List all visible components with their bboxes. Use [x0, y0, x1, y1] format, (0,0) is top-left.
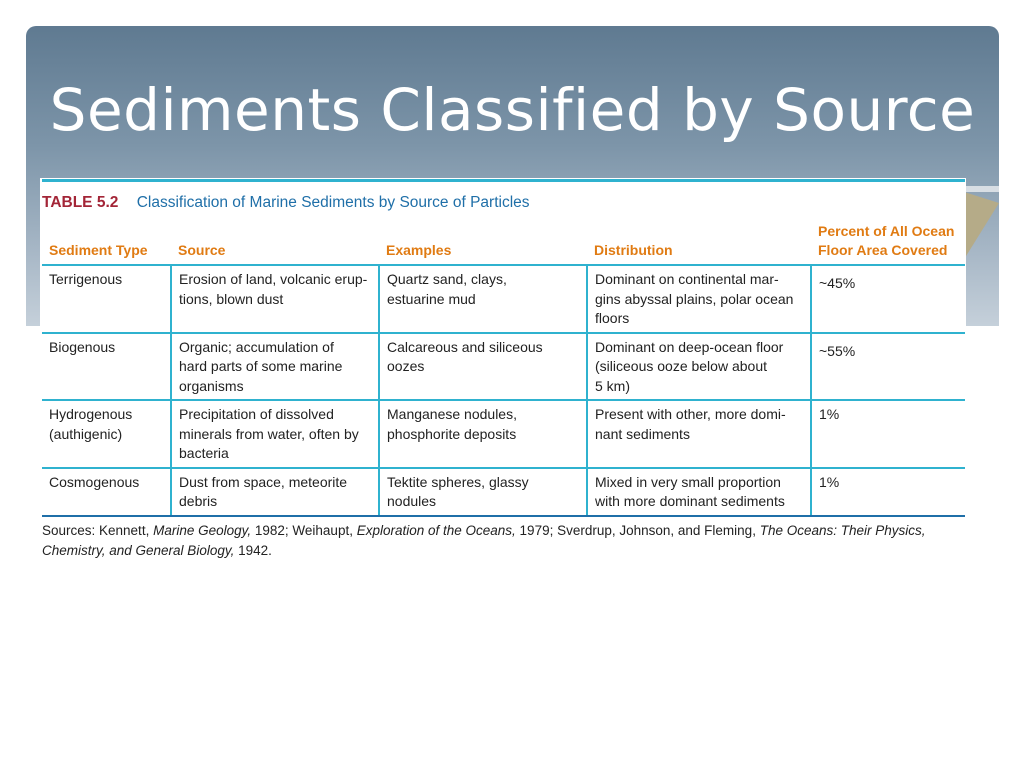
cell-line: minerals from water, often by	[179, 425, 359, 442]
cell-distribution	[587, 265, 811, 333]
header-sediment-type: Sediment Type	[42, 218, 171, 265]
table-row	[42, 265, 965, 333]
header-examples: Examples	[379, 218, 587, 265]
source-title: The Oceans: Their Physics,	[759, 523, 926, 538]
cell-type	[42, 265, 171, 333]
cell-line: Quartz sand, clays,	[387, 271, 507, 287]
cell-percent: 1%	[811, 468, 965, 516]
cell-line: estuarine mud	[387, 290, 476, 307]
cell-line: nodules	[387, 493, 437, 509]
source-title: Chemistry, and General Biology,	[42, 543, 235, 558]
cell-examples	[379, 265, 587, 333]
cell-line: hard parts of some marine	[179, 358, 343, 374]
cell-line: Terrigenous	[49, 271, 123, 287]
header-percent-line1: Percent of All Ocean	[818, 223, 955, 239]
table-number: TABLE 5.2	[42, 194, 119, 211]
header-percent-line2: Floor Area Covered	[818, 242, 948, 258]
cell-type	[42, 400, 171, 468]
cell-line: nant sediments	[595, 425, 690, 442]
table-row	[42, 400, 965, 468]
cell-line: Precipitation of dissolved	[179, 406, 334, 422]
cell-line: Erosion of land, volcanic erup-	[179, 271, 368, 287]
cell-line: Dominant on deep-ocean floor	[595, 338, 784, 355]
sources-text: 1982; Weihaupt,	[251, 523, 357, 538]
sources-text: 1942.	[234, 543, 272, 558]
cell-line: Cosmogenous	[49, 473, 140, 490]
cell-examples	[379, 468, 587, 516]
cell-line: floors	[595, 310, 630, 326]
cell-line: organisms	[179, 377, 244, 394]
table-header-row	[42, 218, 965, 265]
cell-line: Manganese nodules,	[387, 406, 517, 422]
table-caption-title: Classification of Marine Sediments by Source of Particles	[136, 194, 530, 211]
cell-source	[171, 265, 379, 333]
header-source: Source	[171, 218, 379, 265]
cell-percent: ~55%	[811, 333, 965, 401]
cell-type	[42, 333, 171, 401]
sediment-table	[42, 218, 965, 517]
cell-percent: 1%	[811, 400, 965, 468]
table-caption	[42, 194, 530, 212]
cell-distribution	[587, 468, 811, 516]
sources-text: 1979; Sverdrup, Johnson, and Fleming,	[515, 523, 760, 538]
table-row	[42, 333, 965, 401]
source-title: Marine Geology,	[153, 523, 252, 538]
cell-line: Tektite spheres, glassy	[387, 473, 529, 490]
table-top-rule	[42, 179, 965, 182]
cell-line: with more dominant sediments	[595, 493, 785, 509]
cell-source	[171, 400, 379, 468]
cell-line: tions, blown dust	[179, 290, 284, 307]
cell-line: Mixed in very small proportion	[595, 473, 781, 490]
cell-percent: ~45%	[811, 265, 965, 333]
table-row	[42, 468, 965, 516]
cell-line: Present with other, more domi-	[595, 406, 786, 422]
cell-type	[42, 468, 171, 516]
source-title: Exploration of the Oceans,	[356, 523, 516, 538]
cell-source	[171, 333, 379, 401]
cell-source	[171, 468, 379, 516]
cell-line: debris	[179, 493, 218, 509]
cell-distribution	[587, 400, 811, 468]
cell-line: bacteria	[179, 445, 229, 461]
cell-line: oozes	[387, 358, 425, 374]
cell-distribution	[587, 333, 811, 401]
cell-line: Organic; accumulation of	[179, 338, 334, 355]
cell-line: Hydrogenous	[49, 406, 133, 422]
cell-line: Biogenous	[49, 338, 116, 355]
header-percent	[811, 218, 965, 265]
cell-line: Dust from space, meteorite	[179, 473, 348, 490]
sources-note	[42, 521, 962, 561]
cell-line: phosphorite deposits	[387, 425, 517, 442]
cell-line: Dominant on continental mar-	[595, 271, 779, 287]
cell-line: Calcareous and siliceous	[387, 338, 543, 355]
cell-line: gins abyssal plains, polar ocean	[595, 290, 794, 307]
slide-title: Sediments Classified by Source	[49, 76, 976, 144]
sources-text: Sources: Kennett,	[42, 523, 154, 538]
cell-examples	[379, 400, 587, 468]
cell-line: (siliceous ooze below about	[595, 358, 767, 374]
cell-examples	[379, 333, 587, 401]
cell-line: (authigenic)	[49, 425, 123, 442]
header-distribution: Distribution	[587, 218, 811, 265]
cell-line: 5 km)	[595, 377, 630, 394]
